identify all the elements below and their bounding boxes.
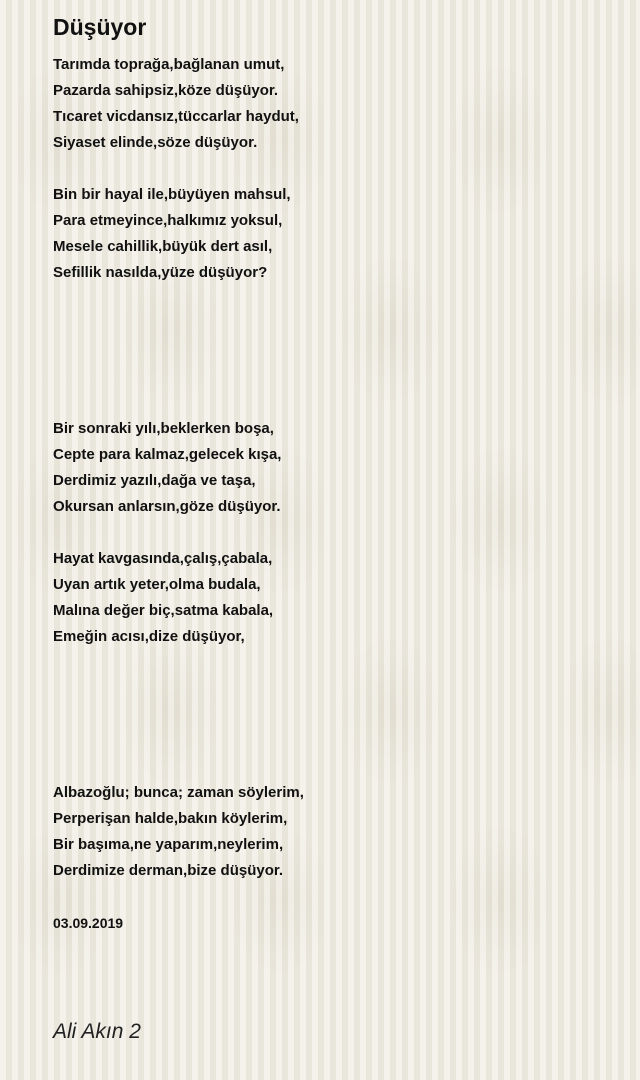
stanza-gap xyxy=(53,286,613,312)
poem-line: Mesele cahillik,büyük dert asıl, xyxy=(53,238,273,255)
poem-line: Okursan anlarsın,göze düşüyor. xyxy=(53,498,281,515)
stanza-3 xyxy=(53,416,613,520)
poem-body xyxy=(53,52,613,936)
poem-line: Tarımda toprağa,bağlanan umut, xyxy=(53,56,285,73)
poem-line: Cepte para kalmaz,gelecek kışa, xyxy=(53,446,282,463)
stanza-gap xyxy=(53,884,613,910)
stanza-gap xyxy=(53,520,613,546)
poem-line: Pazarda sahipsiz,köze düşüyor. xyxy=(53,82,279,99)
poem-line: Tıcaret vicdansız,tüccarlar haydut, xyxy=(53,108,299,125)
section-gap xyxy=(53,676,613,780)
stanza-gap xyxy=(53,650,613,676)
poem-line: Bir sonraki yılı,beklerken boşa, xyxy=(53,420,274,437)
poem-line: Bin bir hayal ile,büyüyen mahsul, xyxy=(53,186,291,203)
poem-line: Sefillik nasılda,yüze düşüyor? xyxy=(53,264,268,281)
poem-line: Bir başıma,ne yaparım,neylerim, xyxy=(53,836,284,853)
poem-line: Albazoğlu; bunca; zaman söylerim, xyxy=(53,784,304,801)
poem-line: Para etmeyince,halkımız yoksul, xyxy=(53,212,283,229)
poem-line: Perperişan halde,bakın köylerim, xyxy=(53,810,288,827)
poem-line: Emeğin acısı,dize düşüyor, xyxy=(53,628,245,645)
poem-line: Derdimiz yazılı,dağa ve taşa, xyxy=(53,472,256,489)
poem-line: Malına değer biç,satma kabala, xyxy=(53,602,274,619)
poem-line: Uyan artık yeter,olma budala, xyxy=(53,576,261,593)
stanza-4 xyxy=(53,546,613,650)
stanza-1 xyxy=(53,52,613,156)
author-name: Ali Akın 2 xyxy=(53,1020,141,1043)
poem-line: Derdimize derman,bize düşüyor. xyxy=(53,862,284,879)
stanza-5 xyxy=(53,780,613,884)
poem-title: Düşüyor xyxy=(53,14,147,40)
poem-line: Hayat kavgasında,çalış,çabala, xyxy=(53,550,273,567)
poem-line: Siyaset elinde,söze düşüyor. xyxy=(53,134,258,151)
stanza-gap xyxy=(53,156,613,182)
poem-date: 03.09.2019 xyxy=(53,915,124,931)
stanza-2 xyxy=(53,182,613,286)
section-gap xyxy=(53,312,613,416)
